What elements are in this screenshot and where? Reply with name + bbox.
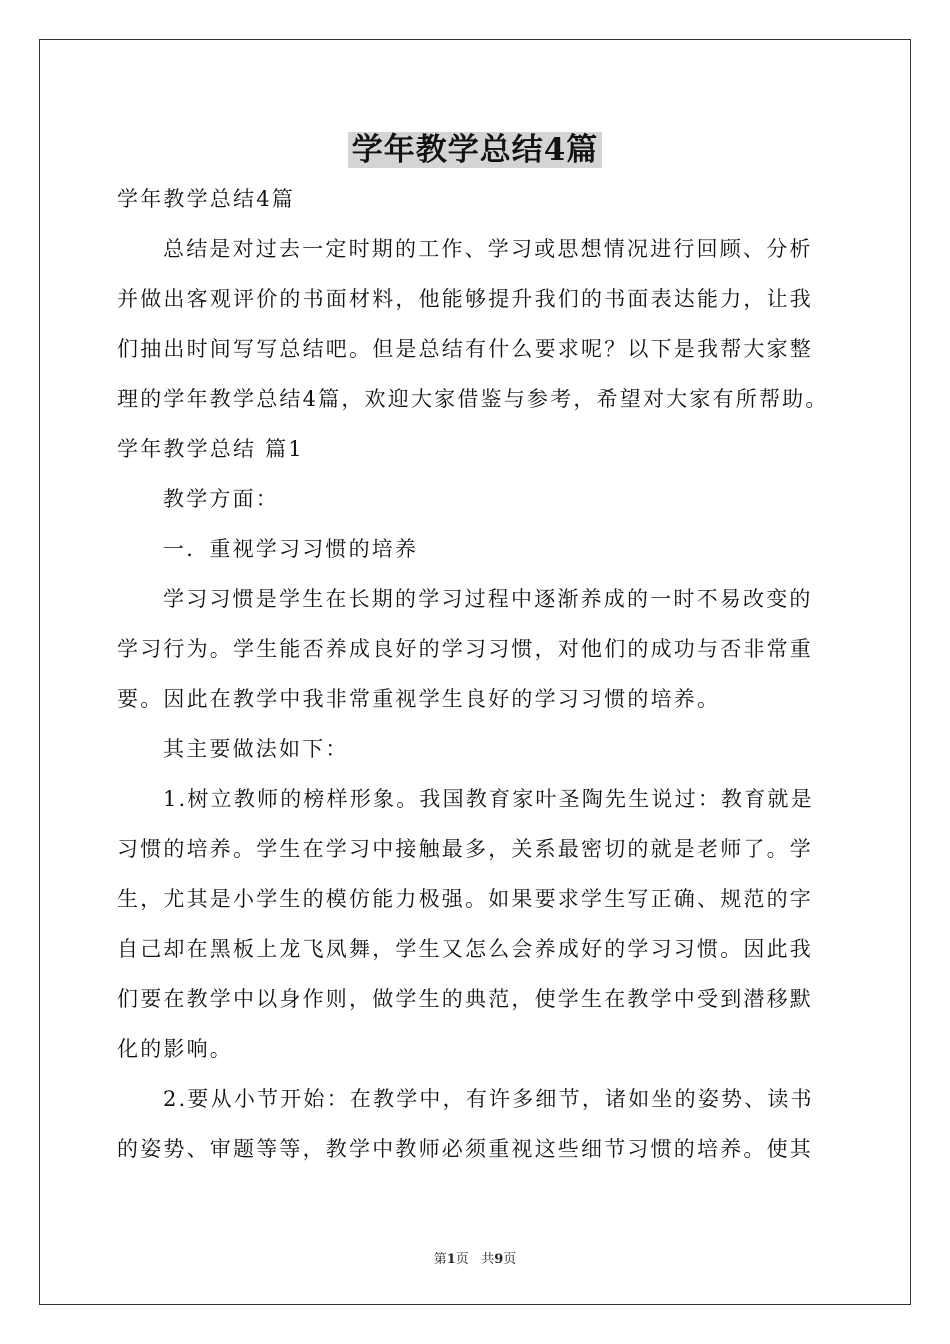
page-footer	[0, 1248, 950, 1267]
paragraph-line: 理的学年教学总结4篇，欢迎大家借鉴与参考，希望对大家有所帮助。	[117, 387, 829, 411]
document-title-text: 学年教学总结4篇	[348, 132, 603, 168]
paragraph-line: 要。因此在教学中我非常重视学生良好的学习习惯的培养。	[117, 687, 721, 711]
paragraph-line: 生，尤其是小学生的模仿能力极强。如果要求学生写正确、规范的字	[117, 887, 813, 911]
section-heading: 学年教学总结 篇1	[117, 437, 304, 461]
total-suffix: 页	[503, 1252, 517, 1267]
paragraph-line: 自己却在黑板上龙飞凤舞，学生又怎么会养成好的学习习惯。因此我	[117, 937, 813, 961]
paragraph-line: 们要在教学中以身作则，做学生的典范，使学生在教学中受到潜移默	[117, 987, 813, 1011]
document-title	[0, 128, 950, 172]
paragraph-line: 化的影响。	[117, 1037, 233, 1061]
paragraph-line: 学习行为。学生能否养成良好的学习习惯，对他们的成功与否非常重	[117, 637, 813, 661]
paragraph-line: 教学方面：	[163, 487, 279, 511]
paragraph-line: 习惯的培养。学生在学习中接触最多，关系最密切的就是老师了。学	[117, 837, 813, 861]
total-prefix: 共	[481, 1252, 495, 1267]
document-body	[117, 179, 837, 1179]
paragraph-line: 其主要做法如下：	[163, 737, 349, 761]
paragraph-line: 2.要从小节开始：在教学中，有许多细节，诸如坐的姿势、读书	[163, 1087, 814, 1111]
total-pages: 9	[494, 1252, 504, 1267]
page-number: 1	[446, 1252, 456, 1267]
paragraph-line: 总结是对过去一定时期的工作、学习或思想情况进行回顾、分析	[163, 237, 813, 261]
paragraph-line: 的姿势、审题等等，教学中教师必须重视这些细节习惯的培养。使其	[117, 1137, 813, 1161]
page-suffix: 页	[455, 1252, 469, 1267]
paragraph-line: 一．重视学习习惯的培养	[163, 537, 419, 561]
subtitle-line: 学年教学总结4篇	[117, 187, 295, 211]
paragraph-line: 们抽出时间写写总结吧。但是总结有什么要求呢？以下是我帮大家整	[117, 337, 813, 361]
paragraph-line: 学习习惯是学生在长期的学习过程中逐渐养成的一时不易改变的	[163, 587, 813, 611]
page-prefix: 第	[433, 1252, 447, 1267]
paragraph-line: 1.树立教师的榜样形象。我国教育家叶圣陶先生说过：教育就是	[163, 787, 814, 811]
paragraph-line: 并做出客观评价的书面材料，他能够提升我们的书面表达能力，让我	[117, 287, 813, 311]
